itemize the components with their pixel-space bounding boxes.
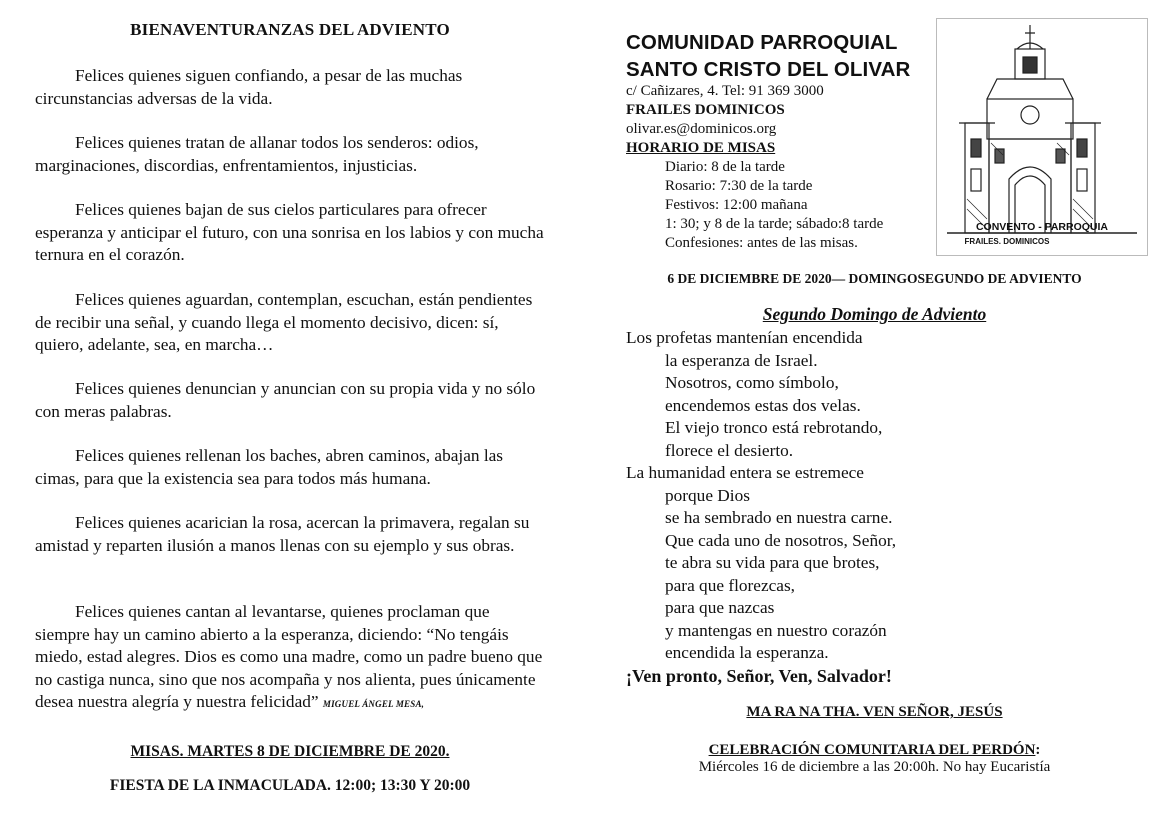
poem-line: te abra su vida para que brotes,: [665, 553, 880, 572]
illustration-caption-2: FRAILES. DOMINICOS: [964, 237, 1050, 246]
horario-confesiones: Confesiones: antes de las misas.: [665, 235, 858, 251]
beatitude-paragraph-5: Felices quienes denuncian y anuncian con su propia vida y no sólo con meras palabras.: [35, 379, 536, 421]
poem-line: para que nazcas: [665, 598, 775, 617]
celebracion-colon: :: [1035, 742, 1041, 758]
celebracion-block: [626, 742, 1123, 776]
poem-line: la esperanza de Israel.: [665, 350, 818, 370]
horario-tarde: 1: 30; y 8 de la tarde; sábado:8 tarde: [665, 216, 884, 232]
parish-email: olivar.es@dominicos.org: [626, 121, 777, 137]
parish-info: [626, 82, 926, 253]
beatitude-paragraph-1: Felices quienes siguen confiando, a pesar de las muchas circunstancias adversas de la vida.: [35, 66, 463, 108]
poem-line: porque Dios: [665, 485, 750, 505]
beatitudes-title: BIENAVENTURANZAS DEL ADVIENTO: [130, 20, 450, 39]
beatitude-paragraph-4: Felices quienes aguardan, contemplan, escuchan, están pendientes de recibir una señal, y cuando llega el momento decisivo, dicen: sí, quiero, adelante, sea, en marcha…: [35, 290, 533, 354]
date-line: 6 DE DICIEMBRE DE 2020— DOMINGOSEGUNDO DE ADVIENTO: [667, 271, 1082, 286]
beatitude-paragraph-6: Felices quienes rellenan los baches, abren caminos, abajan las cimas, para que la existencia sea para todos más humana.: [35, 446, 504, 488]
horario-rosario: Rosario: 7:30 de la tarde: [665, 178, 813, 194]
misas-announcement: MISAS. MARTES 8 DE DICIEMBRE DE 2020.: [130, 743, 450, 760]
beatitude-paragraph-2: Felices quienes tratan de allanar todos los senderos: odios, marginaciones, discordias, enfrentamientos, injusticias.: [35, 133, 479, 175]
author-signature: MIGUEL ÁNGEL MESA,: [322, 699, 425, 709]
poem-line: se ha sembrado en nuestra carne.: [665, 508, 893, 527]
poem-line: y mantengas en nuestro corazón: [665, 620, 887, 640]
horario-title: HORARIO DE MISAS: [626, 140, 776, 156]
beatitude-paragraph-8: [35, 601, 545, 716]
fiesta-announcement: FIESTA DE LA INMACULADA. 12:00; 13:30 Y 20:00: [109, 777, 471, 794]
maranatha-line: MA RA NA THA. VEN SEÑOR, JESÚS: [746, 704, 1003, 720]
poem: [626, 327, 1126, 687]
parish-name-line1: COMUNIDAD PARROQUIAL: [626, 31, 898, 54]
parish-address: c/ Cañizares, 4. Tel: 91 369 3000: [626, 83, 824, 99]
poem-line: El viejo tronco está rebrotando,: [665, 418, 883, 437]
poem-line: florece el desierto.: [665, 440, 794, 460]
poem-line: encendida la esperanza.: [665, 643, 829, 662]
beatitude-paragraph-7: Felices quienes acarician la rosa, acercan la primavera, regalan su amistad y reparten ilusión a manos llenas con su ejemplo y sus obras.: [35, 513, 530, 555]
poem-line: encendemos estas dos velas.: [665, 395, 861, 415]
poem-line: para que florezcas,: [665, 575, 796, 595]
parish-name-line2: SANTO CRISTO DEL OLIVAR: [626, 58, 911, 81]
poem-title: Segundo Domingo de Adviento: [762, 304, 987, 324]
horario-festivos: Festivos: 12:00 mañana: [665, 197, 808, 213]
frailes-label: FRAILES DOMINICOS: [626, 102, 785, 118]
celebracion-title: CELEBRACIÓN COMUNITARIA DEL PERDÓN: [708, 742, 1036, 758]
poem-line: Nosotros, como símbolo,: [665, 373, 839, 392]
poem-line: La humanidad entera se estremece: [626, 463, 864, 482]
poem-line: Los profetas mantenían encendida: [626, 328, 863, 347]
beatitude-paragraph-8-text: Felices quienes cantan al levantarse, quienes proclaman que siempre hay un camino abierto a la esperanza, diciendo: “No tengáis miedo, estad alegres. Dios es como una madre, como un padre bueno que no castiga nunca, sino que nos acompaña y nos alienta, pues únicamente desea nuestra alegría y nuestra felicidad”: [35, 602, 543, 711]
celebracion-text: Miércoles 16 de diciembre a las 20:00h. No hay Eucaristía: [698, 759, 1051, 775]
horario-diario: Diario: 8 de la tarde: [665, 159, 785, 175]
poem-line: Que cada uno de nosotros, Señor,: [665, 530, 897, 550]
church-illustration: [936, 18, 1148, 256]
illustration-caption-1: CONVENTO - PARROQUIA: [975, 221, 1109, 233]
poem-closing: ¡Ven pronto, Señor, Ven, Salvador!: [626, 665, 892, 686]
beatitude-paragraph-3: Felices quienes bajan de sus cielos particulares para ofrecer esperanza y anticipar el futuro, con una sonrisa en los labios y con mucha ternura en el corazón.: [35, 200, 544, 264]
